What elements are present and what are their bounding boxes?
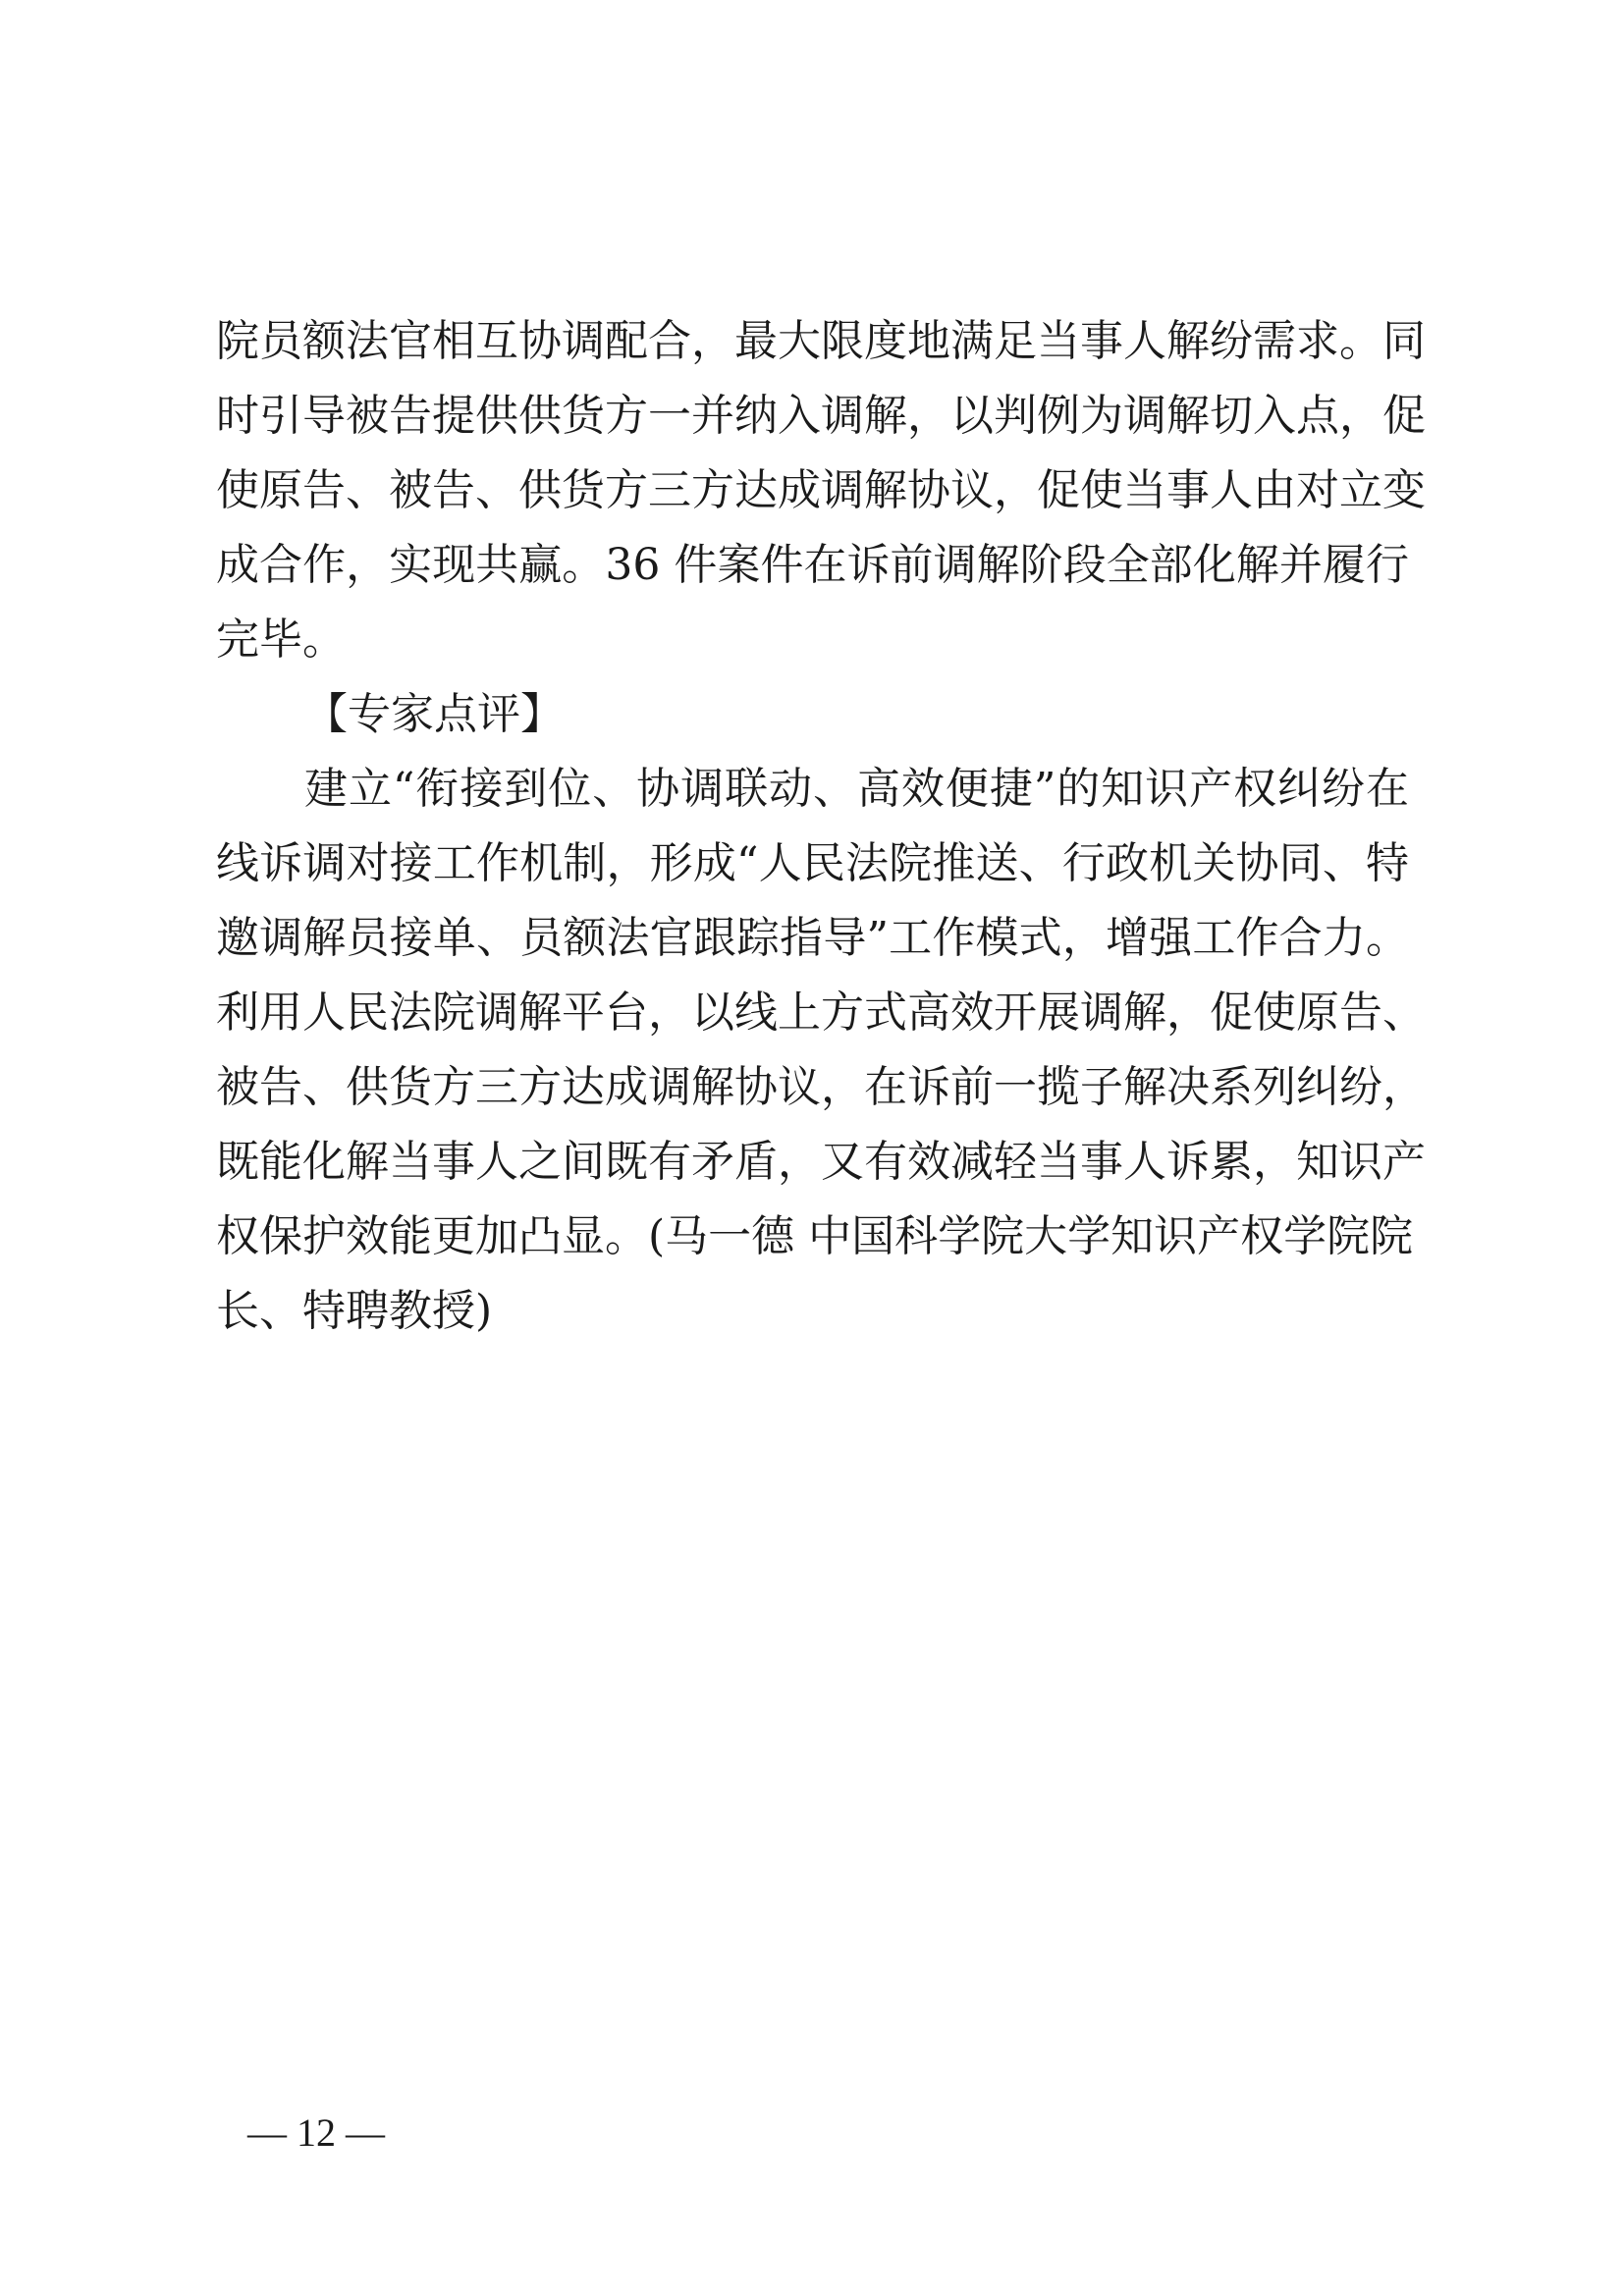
paragraph-line: 邀调解员接单、员额法官跟踪指导”工作模式，增强工作合力。: [216, 913, 1409, 963]
paragraph-line: 完毕。: [216, 614, 346, 665]
paragraph-line: 利用人民法院调解平台，以线上方式高效开展调解，促使原告、: [216, 988, 1426, 1038]
paragraph-line: 线诉调对接工作机制，形成“人民法院推送、行政机关协同、特: [216, 838, 1409, 888]
paragraph-line: 被告、供货方三方达成调解协议，在诉前一揽子解决系列纠纷，: [216, 1062, 1426, 1112]
paragraph-line: 时引导被告提供供货方一并纳入调解，以判例为调解切入点，促: [216, 391, 1426, 441]
paragraph-line: 权保护效能更加凸显。(马一德 中国科学院大学知识产权学院院: [216, 1211, 1414, 1261]
paragraph-line: 既能化解当事人之间既有矛盾，又有效减轻当事人诉累，知识产: [216, 1137, 1426, 1187]
paragraph-line: 建立“衔接到位、协调联动、高效便捷”的知识产权纠纷在: [304, 764, 1409, 814]
page-number: — 12 —: [247, 2110, 385, 2155]
paragraph-line: 院员额法官相互协调配合，最大限度地满足当事人解纷需求。同: [216, 316, 1426, 366]
section-heading: 【专家点评】: [304, 689, 564, 739]
paragraph-line: 长、特聘教授): [216, 1286, 493, 1336]
paragraph-line: 使原告、被告、供货方三方达成调解协议，促使当事人由对立变: [216, 465, 1426, 515]
paragraph-line: 成合作，实现共赢。36 件案件在诉前调解阶段全部化解并履行: [216, 540, 1409, 590]
